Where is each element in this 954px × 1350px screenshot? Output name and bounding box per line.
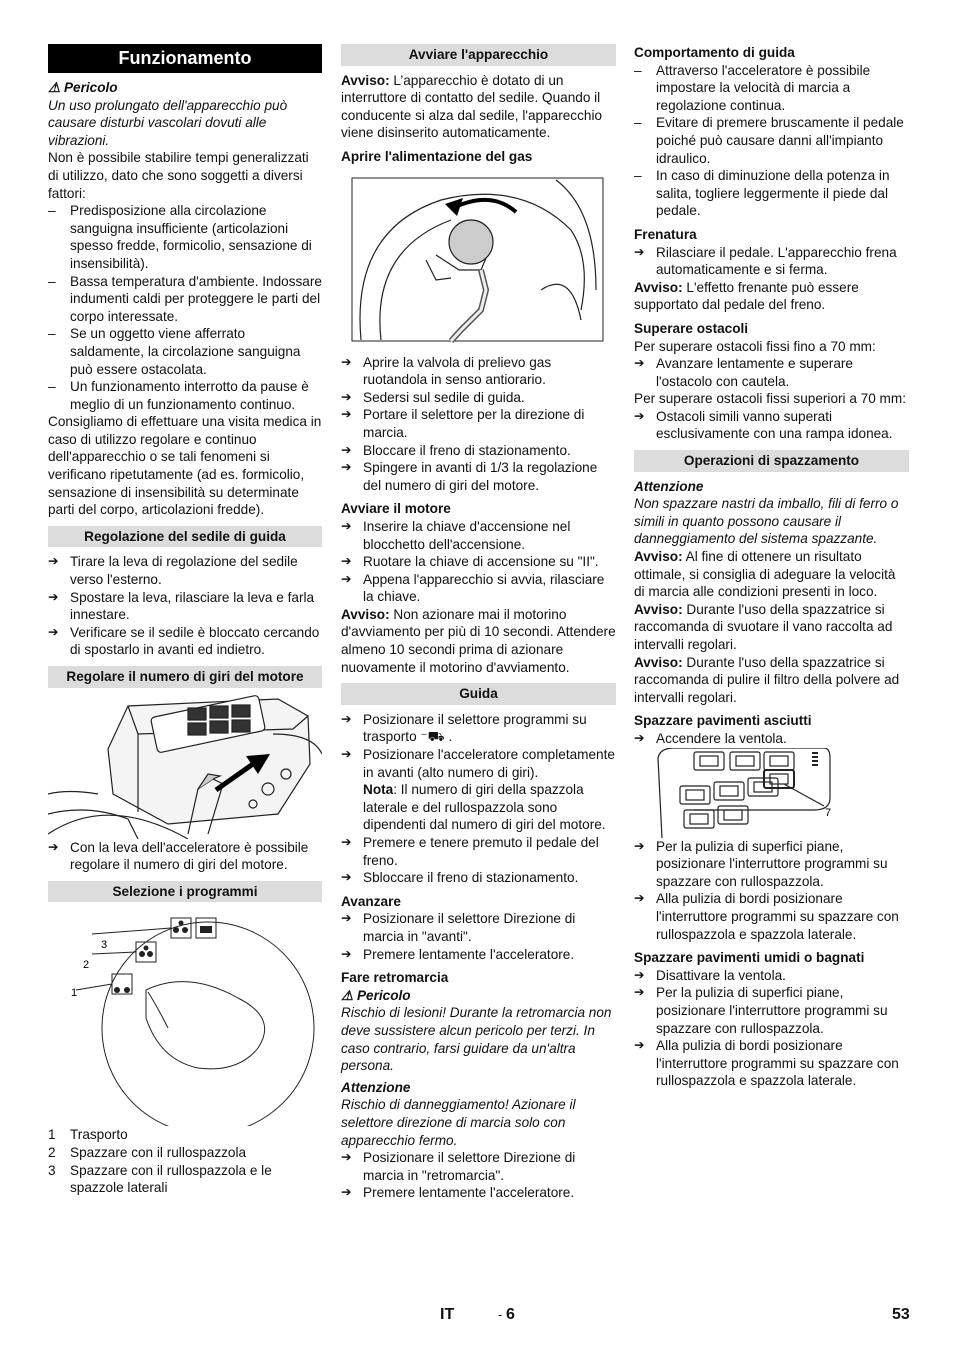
factor-list: [48, 202, 322, 413]
program-selector-drawing: [48, 908, 322, 1126]
engine-steps: [341, 518, 616, 606]
callout-7: 7: [825, 806, 832, 819]
list-item: ➔ Premere lentamente l'acceleratore.: [341, 1184, 616, 1202]
switch-panel-drawing: [634, 748, 909, 838]
wet-steps: [634, 967, 909, 1090]
warning-triangle-icon: ⚠: [341, 987, 357, 1003]
list-item: ➔ Alla pulizia di bordi posizionare l'interruttore programmi su spazzare con rullospazzola e spazzola laterale.: [634, 1037, 909, 1090]
danger-label: ⚠ Pericolo: [341, 987, 411, 1003]
advice-text: Consigliamo di effettuare una visita medica in caso di utilizzo regolare e continuo dell'apparecchio o se tali fenomeni si verificano ripetutamente (ad es. formicolio, sensazione di insensibilità su determinate parti del corpo, articolazioni fredde).: [48, 414, 322, 518]
danger-text: Un uso prolungato dell'apparecchio può causare disturbi vascolari dovuti alle vibrazioni.: [48, 97, 288, 148]
footer-separator: -: [498, 1307, 503, 1322]
gas-valve-illustration: [341, 170, 616, 348]
list-item: – In caso di diminuzione della potenza in salita, togliere leggermente il piede dal pedale.: [634, 167, 909, 220]
rpm-steps: [48, 839, 322, 874]
legend-item: 1 Trasporto: [48, 1127, 128, 1143]
start-heading: Avviare l'apparecchio: [341, 44, 616, 66]
list-item: – Se un oggetto viene afferrato saldamente, la circolazione sanguigna può essere ostacolata.: [48, 325, 322, 378]
engine-heading: Avviare il motore: [341, 501, 451, 517]
gas-valve-drawing: [341, 170, 616, 348]
danger-label: ⚠ Pericolo: [48, 80, 118, 95]
dry-steps-2: [634, 838, 909, 944]
notice: Avviso: Al fine di ottenere un risultato ottimale, si consiglia di adeguare la velocità di marcia alle condizioni presenti in loco.: [634, 549, 896, 600]
obstacle-intro: Per superare ostacoli fissi fino a 70 mm:: [634, 338, 876, 354]
list-item: ➔ Inserire la chiave d'accensione nel blocchetto dell'accensione.: [341, 518, 616, 553]
behavior-heading: Comportamento di guida: [634, 45, 795, 60]
list-item: ➔ Alla pulizia di bordi posizionare l'interruttore programmi su spazzare con rullospazzola e spazzola laterale.: [634, 890, 909, 943]
list-item: – Predisposizione alla circolazione sanguigna insufficiente (articolazioni spesso fredde, formicolio, sensazione di insensibilità).: [48, 202, 322, 272]
seat-heading: Regolazione del sedile di guida: [48, 526, 322, 548]
list-item: ➔ Premere e tenere premuto il pedale del freno.: [341, 834, 616, 869]
page-number: 53: [892, 1306, 910, 1323]
throttle-lever-illustration: [48, 694, 322, 839]
list-item: ➔ Per la pulizia di superfici piane, posizionare l'interruttore programmi su spazzare con rullospazzola.: [634, 838, 909, 891]
fan-switch-illustration: [634, 748, 909, 838]
list-item: ➔ Posizionare il selettore programmi su trasporto ⁻⛟ .: [341, 711, 616, 746]
column-3: [634, 44, 909, 1090]
list-item: ➔ Ostacoli simili vanno superati esclusivamente con una rampa idonea.: [634, 408, 909, 443]
list-item: ➔ Posizionare l'acceleratore completamente in avanti (alto numero di giri). Nota: Il numero di giri della spazzola laterale e del rullospazzola sono dipendenti dal numero di giri del motore.: [341, 746, 616, 834]
brake-steps: [634, 244, 909, 279]
engine-notice: Avviso: Non azionare mai il motorino d'avviamento per più di 10 secondi. Attendere almeno 10 secondi prima di azionare nuovamente il motorino d'avviamento.: [341, 606, 616, 675]
notice: Avviso: Durante l'uso della spazzatrice si raccomanda di svuotare il vano raccolta ad intervalli regolari.: [634, 601, 893, 652]
rpm-heading: Regolare il numero di giri del motore: [48, 666, 322, 688]
dry-heading: Spazzare pavimenti asciutti: [634, 713, 812, 729]
list-item: ➔ Rilasciare il pedale. L'apparecchio frena automaticamente e si ferma.: [634, 244, 909, 279]
list-item: ➔ Posizionare il selettore Direzione di marcia in "retromarcia".: [341, 1149, 616, 1184]
list-item: – Evitare di premere bruscamente il pedale poiché può causare danni all'impianto idraulico.: [634, 114, 909, 167]
intro-text: Non è possibile stabilire tempi generalizzati di utilizzo, dato che sono soggetti a diversi fattori:: [48, 150, 309, 201]
list-item: ➔ Accendere la ventola.: [634, 730, 909, 748]
list-item: ➔ Aprire la valvola di prelievo gas ruotandola in senso antiorario.: [341, 354, 616, 389]
list-item: – Un funzionamento interrotto da pause è meglio di un funzionamento continuo.: [48, 378, 322, 413]
section-page-number: 6: [506, 1306, 515, 1323]
section-title: Funzionamento: [48, 44, 322, 73]
obstacle-steps: [634, 408, 909, 443]
danger-text: Rischio di lesioni! Durante la retromarcia non deve sussistere alcun pericolo per terzi. In caso contrario, farsi guidare da un'altra persona.: [341, 1005, 612, 1074]
gas-steps: [341, 354, 616, 495]
list-item: ➔ Ruotare la chiave di accensione su "II".: [341, 553, 616, 571]
drive-heading: Guida: [341, 683, 616, 705]
notice: Avviso: L’apparecchio è dotato di un interruttore di contatto del sedile. Quando il conducente si alza dal sedile, l'apparecchio viene disinserito automaticamente.: [341, 72, 603, 141]
notice: Avviso: Durante l'uso della spazzatrice si raccomanda di pulire il filtro della polvere ad intervalli regolari.: [634, 654, 900, 705]
list-item: ➔ Con la leva dell'acceleratore è possibile regolare il numero di giri del motore.: [48, 839, 322, 874]
program-selector-illustration: [48, 908, 322, 1126]
list-item: ➔ Appena l'apparecchio si avvia, rilasciare la chiave.: [341, 571, 616, 606]
list-item: ➔ Sbloccare il freno di stazionamento.: [341, 869, 616, 887]
warning-triangle-icon: ⚠: [48, 80, 64, 95]
list-item: ➔ Portare il selettore per la direzione di marcia.: [341, 406, 616, 441]
program-legend: [48, 1126, 322, 1196]
list-item: ➔ Per la pulizia di superfici piane, posizionare l'interruttore programmi su spazzare con rullospazzola.: [634, 984, 909, 1037]
column-2: [341, 44, 616, 1202]
sweep-heading: Operazioni di spazzamento: [634, 450, 909, 472]
list-item: ➔ Spingere in avanti di 1/3 la regolazione del numero di giri del motore.: [341, 459, 616, 494]
caution-label: Attenzione: [341, 1079, 411, 1095]
legend-item: 2 Spazzare con il rullospazzola: [48, 1144, 247, 1160]
list-item: ➔ Tirare la leva di regolazione del sedile verso l'esterno.: [48, 553, 322, 588]
forward-heading: Avanzare: [341, 893, 401, 909]
forward-steps: [341, 910, 616, 963]
caution-text: Rischio di danneggiamento! Azionare il selettore direzione di marcia solo con apparecchio fermo.: [341, 1097, 576, 1148]
obstacle-steps: [634, 355, 909, 390]
callout-1: 1: [71, 987, 78, 1000]
obstacle-heading: Superare ostacoli: [634, 320, 749, 336]
caution-text: Non spazzare nastri da imballo, fili di ferro o simili in quanto possono causare il danneggiamento del sistema spazzante.: [634, 496, 899, 547]
obstacle-intro: Per superare ostacoli fissi superiori a 70 mm:: [634, 391, 906, 407]
list-item: – Bassa temperatura d'ambiente. Indossare indumenti caldi per proteggere le parti del corpo interessate.: [48, 273, 322, 326]
gas-heading: Aprire l'alimentazione del gas: [341, 148, 533, 164]
list-item: ➔ Bloccare il freno di stazionamento.: [341, 442, 616, 460]
page-footer: [0, 1306, 954, 1328]
behavior-list: [634, 62, 909, 220]
list-item: – Attraverso l'acceleratore è possibile impostare la velocità di marcia a regolazione continua.: [634, 62, 909, 115]
brake-heading: Frenatura: [634, 226, 697, 242]
callout-2: 2: [83, 959, 90, 972]
list-item: ➔ Premere lentamente l'acceleratore.: [341, 946, 616, 964]
list-item: ➔ Sedersi sul sedile di guida.: [341, 389, 616, 407]
dry-steps: [634, 730, 909, 748]
list-item: ➔ Verificare se il sedile è bloccato cercando di spostarlo in avanti ed indietro.: [48, 624, 322, 659]
throttle-lever-drawing: [48, 694, 322, 839]
seat-steps: [48, 553, 322, 659]
language-code: IT: [440, 1306, 455, 1323]
drive-steps: [341, 711, 616, 887]
list-item: ➔ Posizionare il selettore Direzione di marcia in "avanti".: [341, 910, 616, 945]
callout-3: 3: [101, 939, 108, 952]
reverse-heading: Fare retromarcia: [341, 970, 449, 986]
program-heading: Selezione i programmi: [48, 881, 322, 903]
list-item: ➔ Avanzare lentamente e superare l'ostacolo con cautela.: [634, 355, 909, 390]
brake-notice: Avviso: L'effetto frenante può essere supportato dal pedale del freno.: [634, 279, 859, 313]
list-item: ➔ Disattivare la ventola.: [634, 967, 909, 985]
transport-icon: ⁻⛟: [420, 729, 445, 745]
caution-label: Attenzione: [634, 478, 704, 494]
wet-heading: Spazzare pavimenti umidi o bagnati: [634, 950, 865, 966]
list-item: ➔ Spostare la leva, rilasciare la leva e farla innestare.: [48, 589, 322, 624]
legend-item: 3 Spazzare con il rullospazzola e le spazzole laterali: [48, 1162, 272, 1196]
column-1: [48, 44, 322, 1197]
reverse-steps: [341, 1149, 616, 1202]
